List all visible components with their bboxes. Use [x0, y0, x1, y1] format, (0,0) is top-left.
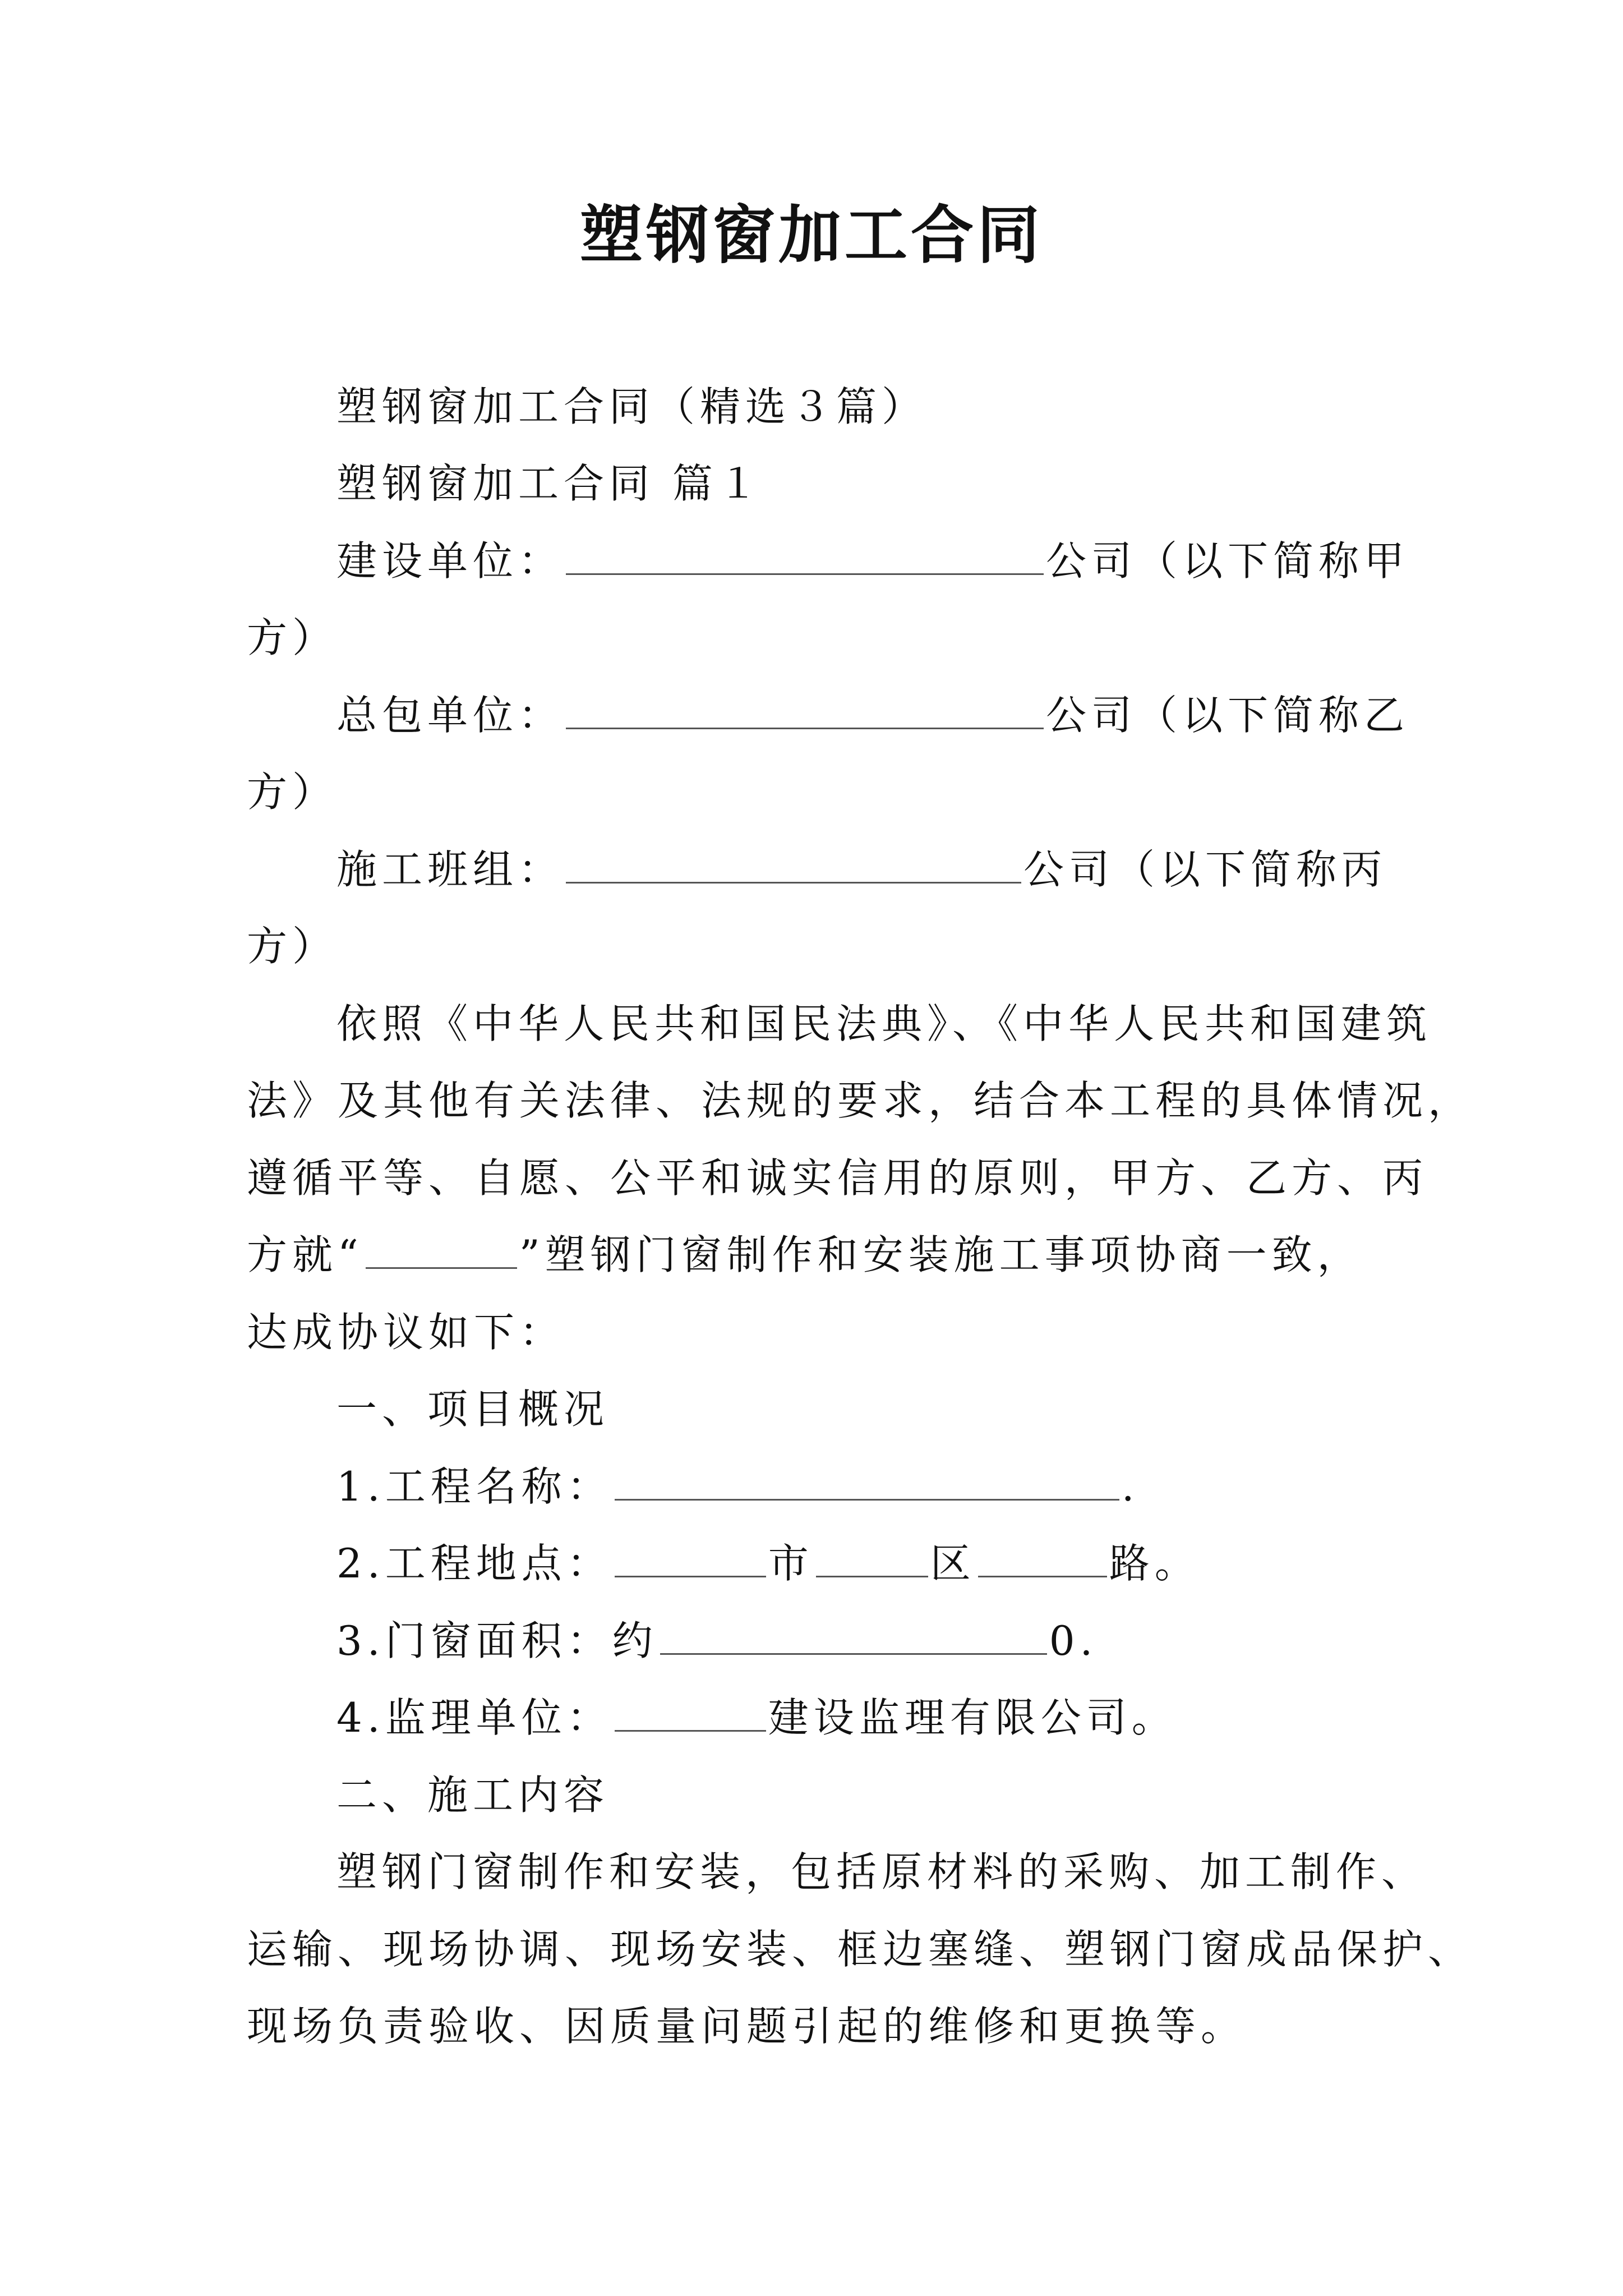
project-name-blank: [366, 1232, 517, 1269]
item2-label: 2.工程地点：: [336, 1540, 612, 1587]
party-a-line: [336, 533, 1409, 589]
party-c-end: 方）: [247, 923, 338, 970]
section2-line-1: 塑钢门窗制作和安装，包括原材料的采购、加工制作、: [336, 1848, 1427, 1895]
subtitle: 塑钢窗加工合同（精选３篇）: [336, 383, 928, 430]
party-c-suffix: 公司（以下简称丙: [1023, 846, 1387, 893]
item2-line: [336, 1535, 1200, 1591]
intro-line-3: 遵循平等、自愿、公平和诚实信用的原则，甲方、乙方、丙: [247, 1154, 1428, 1202]
item3-end: 0.: [1049, 1617, 1098, 1664]
item2-district-blank: [816, 1541, 928, 1577]
intro-line-2: 法》及其他有关法律、法规的要求，结合本工程的具体情况，: [247, 1077, 1474, 1124]
item2-road: 路。: [1109, 1540, 1200, 1587]
party-a-suffix: 公司（以下简称甲: [1046, 537, 1410, 585]
party-b-blank: [566, 693, 1044, 729]
intro-line-1: 依照《中华人民共和国民法典》、《中华人民共和国建筑: [336, 1000, 1432, 1047]
item2-city-blank: [615, 1541, 766, 1577]
item1-label: 1.工程名称：: [336, 1463, 612, 1510]
intro-line-4-end: ”塑钢门窗制作和安装施工事项协商一致，: [519, 1231, 1363, 1278]
party-c-blank: [566, 847, 1021, 884]
section-heading: 塑钢窗加工合同 篇１: [336, 460, 763, 507]
party-a-end: 方）: [247, 614, 338, 661]
document-title: 塑钢窗加工合同: [580, 199, 1043, 272]
party-c-line: [336, 841, 1387, 898]
item1-blank: [615, 1464, 1119, 1501]
party-b-line: [336, 687, 1409, 743]
section2-line-3: 现场负责验收、因质量问题引起的维修和更换等。: [247, 2003, 1247, 2050]
section2-heading: 二、施工内容: [336, 1772, 610, 1819]
item4-label: 4.监理单位：: [336, 1694, 612, 1741]
section1-heading: 一、项目概况: [336, 1386, 610, 1433]
intro-line-5: 达成协议如下：: [247, 1309, 565, 1356]
item2-district: 区: [930, 1540, 976, 1587]
item3-label: 3.门窗面积：约: [336, 1617, 658, 1664]
party-a-blank: [566, 539, 1044, 575]
item3-line: [336, 1613, 1098, 1669]
item4-blank: [615, 1695, 766, 1732]
intro-line-4: [247, 1227, 1363, 1283]
intro-line-4-start: 方就“: [247, 1231, 363, 1278]
item3-blank: [660, 1618, 1047, 1655]
party-a-label: 建设单位：: [336, 537, 564, 585]
item2-city: 市: [768, 1540, 814, 1587]
section2-line-2: 运输、现场协调、现场安装、框边塞缝、塑钢门窗成品保护、: [247, 1926, 1474, 1973]
item1-end: .: [1121, 1463, 1140, 1510]
item4-end: 建设监理有限公司。: [768, 1694, 1177, 1741]
party-b-suffix: 公司（以下简称乙: [1046, 692, 1410, 739]
party-c-label: 施工班组：: [336, 846, 564, 893]
item2-road-blank: [978, 1541, 1107, 1577]
party-b-label: 总包单位：: [336, 692, 564, 739]
item1-line: [336, 1458, 1140, 1515]
party-b-end: 方）: [247, 769, 338, 816]
item4-line: [336, 1690, 1177, 1746]
